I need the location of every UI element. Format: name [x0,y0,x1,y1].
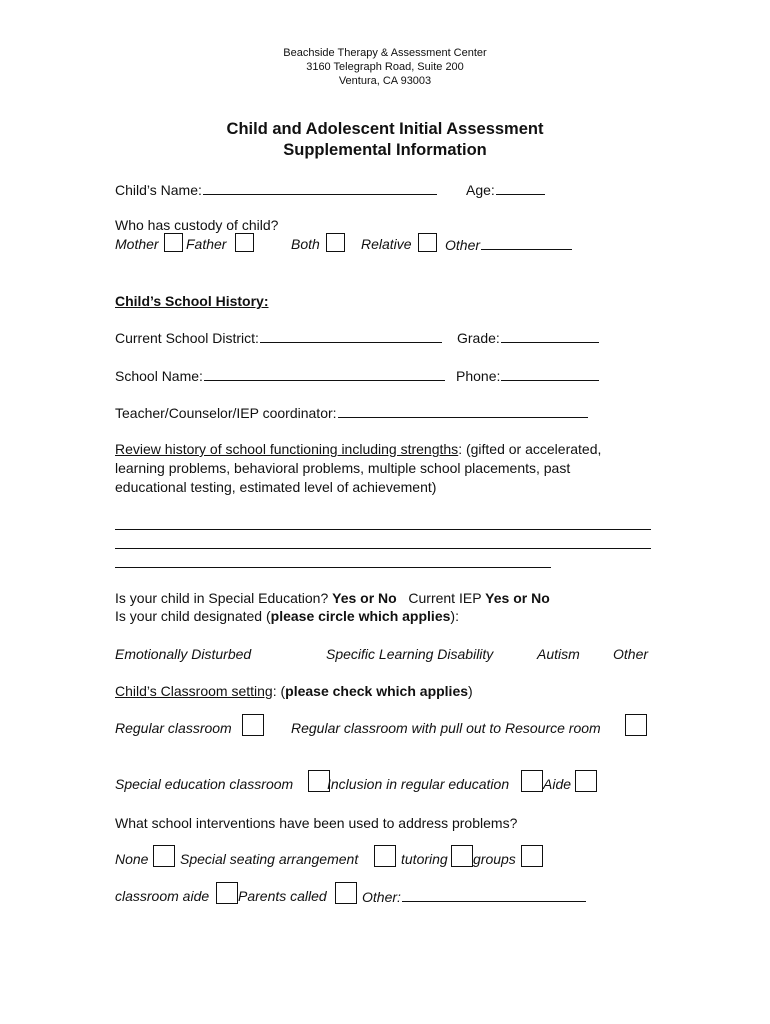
grade-blank[interactable] [501,328,599,343]
intervention-parents-label: Parents called [238,888,327,904]
designation-q-start: Is your child designated ( [115,608,271,624]
designation-question [115,607,459,625]
intervention-other-blank[interactable] [402,887,586,902]
org-name: Beachside Therapy & Assessment Center [283,47,487,59]
designation-learning-disability[interactable]: Specific Learning Disability [326,646,494,662]
custody-father-label: Father [186,236,227,252]
age-blank[interactable] [496,180,545,195]
school-name-blank[interactable] [204,366,445,381]
classroom-special-label: Special education classroom [115,776,294,792]
special-ed-question [115,589,550,607]
classroom-regular-label: Regular classroom [115,720,232,736]
classroom-label-end: ) [468,683,473,699]
teacher-blank[interactable] [338,403,588,418]
classroom-setting-label [115,682,473,700]
classroom-pullout-checkbox[interactable] [625,714,647,736]
classroom-label-underlined: Child’s Classroom setting [115,683,273,699]
intervention-groups-label: groups [473,851,516,867]
review-answer-line-3[interactable] [115,567,551,568]
school-name-field[interactable] [115,366,445,385]
intervention-parents-checkbox[interactable] [335,882,357,904]
phone-label: Phone: [456,368,501,384]
intervention-other-field[interactable] [362,887,586,906]
classroom-aide-label: Aide [543,776,572,792]
review-answer-line-2[interactable] [115,548,651,549]
form-subtitle: Supplemental Information [283,141,487,159]
designation-other[interactable]: Other [613,646,649,662]
classroom-aide-checkbox[interactable] [575,770,597,792]
form-title: Child and Adolescent Initial Assessment [226,120,544,138]
review-line-1 [115,440,601,458]
custody-both-checkbox[interactable] [326,233,345,252]
intervention-tutoring-checkbox[interactable] [451,845,473,867]
review-answer-line-1[interactable] [115,529,651,530]
classroom-inclusion-checkbox[interactable] [521,770,543,792]
review-rest: : (gifted or accelerated, [458,441,602,457]
age-field[interactable] [466,180,545,199]
special-ed-q1: Is your child in Special Education? [115,590,329,606]
iep-label: Current IEP [408,590,482,606]
custody-other-blank[interactable] [481,235,572,250]
age-label: Age: [466,182,495,198]
custody-other-field[interactable] [445,235,572,254]
classroom-regular-checkbox[interactable] [242,714,264,736]
custody-father-checkbox[interactable] [235,233,254,252]
school-history-heading: Child’s School History: [115,293,269,309]
intervention-aide-label: classroom aide [115,888,210,904]
intervention-none-checkbox[interactable] [153,845,175,867]
child-name-field[interactable] [115,180,437,199]
designation-emotionally-disturbed[interactable]: Emotionally Disturbed [115,646,252,662]
custody-mother-checkbox[interactable] [164,233,183,252]
phone-field[interactable] [456,366,599,385]
address-line-1: 3160 Telegraph Road, Suite 200 [306,61,464,73]
review-line-2: learning problems, behavioral problems, multiple school placements, past [115,460,571,476]
intervention-aide-checkbox[interactable] [216,882,238,904]
school-district-field[interactable] [115,328,442,347]
designation-autism[interactable]: Autism [537,646,580,662]
classroom-label-mid: : ( [272,683,286,699]
review-line-3: educational testing, estimated level of achievement) [115,479,437,495]
intervention-groups-checkbox[interactable] [521,845,543,867]
special-ed-yes-no[interactable]: Yes or No [332,590,397,606]
teacher-field[interactable] [115,403,588,422]
grade-field[interactable] [457,328,599,347]
intervention-seating-label: Special seating arrangement [180,851,359,867]
custody-question: Who has custody of child? [115,217,279,233]
classroom-pullout-label: Regular classroom with pull out to Resource room [291,720,601,736]
review-underlined: Review history of school functioning including strengths [115,441,459,457]
intervention-seating-checkbox[interactable] [374,845,396,867]
child-name-label: Child’s Name: [115,182,202,198]
address-line-2: Ventura, CA 93003 [338,75,432,87]
intervention-none-label: None [115,851,149,867]
phone-blank[interactable] [501,366,599,381]
custody-relative-label: Relative [361,236,412,252]
classroom-label-bold: please check which applies [285,683,469,699]
designation-q-end: ): [450,608,459,624]
school-name-label: School Name: [115,368,203,384]
custody-other-label: Other [445,237,481,253]
intervention-tutoring-label: tutoring [401,851,448,867]
intervention-other-label: Other: [362,889,401,905]
custody-both-label: Both [291,236,320,252]
custody-mother-label: Mother [115,236,159,252]
child-name-blank[interactable] [203,180,437,195]
iep-yes-no[interactable]: Yes or No [485,590,550,606]
school-district-blank[interactable] [260,328,442,343]
teacher-label: Teacher/Counselor/IEP coordinator: [115,405,337,421]
interventions-question: What school interventions have been used to address problems? [115,815,518,831]
custody-relative-checkbox[interactable] [418,233,437,252]
grade-label: Grade: [457,330,500,346]
classroom-inclusion-label: Inclusion in regular education [327,776,510,792]
designation-q-bold: please circle which applies [270,608,451,624]
school-district-label: Current School District: [115,330,259,346]
